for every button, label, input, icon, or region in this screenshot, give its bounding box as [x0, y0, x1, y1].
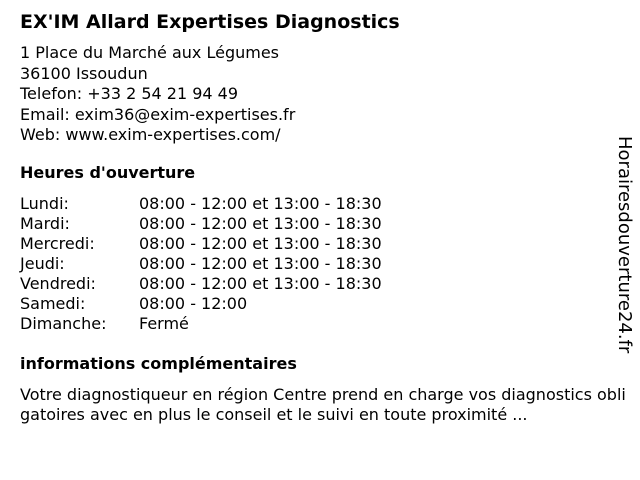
- email-text: Email: exim36@exim-expertises.fr: [20, 104, 296, 124]
- watermark-text: Horairesdouverture24.fr: [614, 136, 635, 354]
- watermark: [610, 136, 638, 354]
- day-label: Dimanche:: [20, 314, 107, 333]
- address-line-street: 1 Place du Marché aux Légumes: [20, 43, 280, 62]
- time-value: 08:00 - 12:00 et 13:00 - 18:30: [139, 234, 382, 253]
- website-text: Web: www.exim-expertises.com/: [20, 125, 281, 144]
- day-label: Samedi:: [20, 294, 86, 313]
- time-value: Fermé: [139, 314, 189, 333]
- business-name: EX'IM Allard Expertises Diagnostics: [20, 11, 400, 33]
- time-value: 08:00 - 12:00 et 13:00 - 18:30: [139, 214, 382, 233]
- day-label: Jeudi:: [20, 254, 65, 273]
- time-value: 08:00 - 12:00 et 13:00 - 18:30: [139, 274, 382, 293]
- address-line-city: 36100 Issoudun: [20, 63, 148, 83]
- day-label: Vendredi:: [20, 274, 96, 293]
- day-label: Mardi:: [20, 214, 70, 233]
- phone-text: Telefon: +33 2 54 21 94 49: [20, 84, 239, 103]
- time-value: 08:00 - 12:00 et 13:00 - 18:30: [139, 254, 382, 273]
- day-label: Lundi:: [20, 194, 69, 213]
- day-label: Mercredi:: [20, 234, 95, 253]
- contact-block: [20, 43, 295, 146]
- additional-info-text: Votre diagnostiqueur en région Centre prend en charge vos diagnostics obligatoires avec en plus le conseil et le suivi en toute proximité ...: [20, 385, 626, 424]
- time-value: 08:00 - 12:00 et 13:00 - 18:30: [139, 194, 382, 213]
- time-value: 08:00 - 12:00: [139, 294, 248, 313]
- opening-hours-heading: Heures d'ouverture: [20, 163, 196, 182]
- additional-info-heading: informations complémentaires: [20, 354, 297, 373]
